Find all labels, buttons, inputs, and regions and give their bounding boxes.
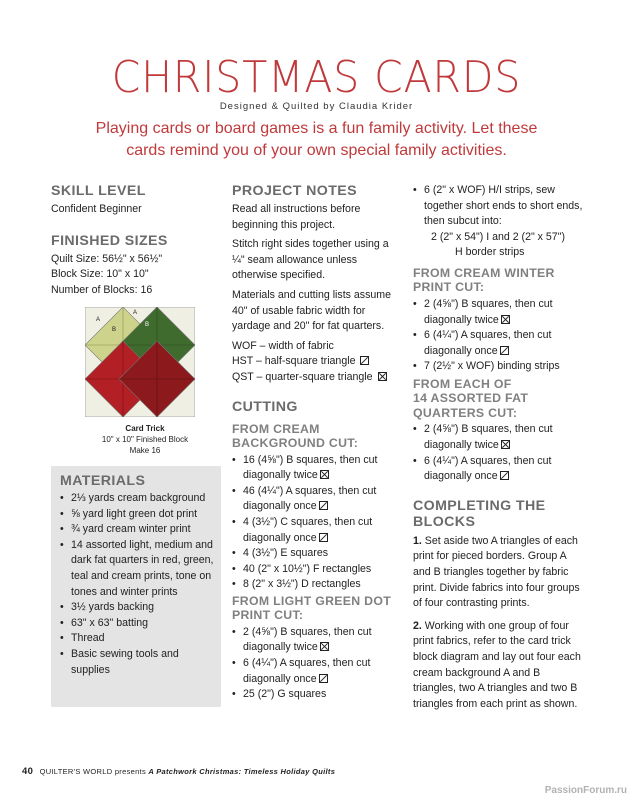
list-item: • 6 (4¼") A squares, then cut diagonally once	[232, 656, 398, 687]
column-left	[51, 183, 221, 298]
intro-text: Playing cards or board games is a fun family activity. Let these cards remind you of your own special family activities.	[95, 120, 538, 159]
qst-icon	[320, 470, 329, 479]
list-item: • 16 (4⅝") B squares, then cut diagonally twice	[232, 453, 398, 484]
finished-sizes-heading: FINISHED SIZES	[51, 232, 168, 249]
cream-background-heading: FROM CREAM BACKGROUND CUT:	[232, 421, 359, 451]
diagram-caption	[80, 423, 210, 456]
diagram-label: B	[145, 322, 150, 328]
list-item: • 6 (4¼") A squares, then cut diagonally once	[413, 328, 585, 359]
list-item: • 40 (2" x 10½") F rectangles	[232, 562, 398, 578]
step-2: 2. Working with one group of four print fabrics, refer to the card trick block diagram and lay out four each cream background A and B triangles, two A triangles and two B triangles from each print as shown.	[413, 619, 581, 710]
caption-line: 10" x 10" Finished Block	[101, 435, 189, 444]
hst-icon	[500, 346, 509, 355]
qst-icon	[501, 440, 510, 449]
step-1: 1. Set aside two A triangles of each print for pieced borders. Group A and B triangles together by fabric print. Divide fabrics into four groups of four contrasting prints.	[413, 534, 580, 610]
materials-heading: MATERIALS	[60, 473, 146, 489]
quilt-size: Quilt Size: 56½" x 56½"	[51, 252, 163, 265]
skill-level-value: Confident Beginner	[51, 203, 142, 215]
list-item: • 63" x 63" batting	[60, 616, 216, 632]
diagram-label: A	[133, 310, 138, 316]
block-size: Block Size: 10" x 10"	[51, 268, 149, 281]
note-paragraph: Read all instructions before beginning this project.	[232, 203, 361, 231]
hst-icon	[319, 674, 328, 683]
column-middle	[232, 183, 398, 703]
watermark: PassionForum.ru	[544, 785, 627, 796]
skill-level-heading: SKILL LEVEL	[51, 183, 146, 199]
fat-quarters-list	[413, 422, 585, 484]
strips-subcut: 2 (2" x 54") I and 2 (2" x 57") H border strips	[431, 230, 565, 259]
card-trick-block-diagram	[85, 307, 195, 417]
list-item: • 4 (3½") C squares, then cut diagonally once	[232, 515, 398, 546]
hst-icon	[360, 356, 369, 365]
number-of-blocks: Number of Blocks: 16	[51, 283, 153, 296]
abbrev-wof: WOF – width of fabric	[232, 339, 334, 352]
qst-icon	[320, 642, 329, 651]
strips-list	[413, 183, 585, 230]
hst-icon	[319, 501, 328, 510]
book-title: A Patchwork Christmas: Timeless Holiday Quilts	[148, 767, 336, 776]
list-item: • 6 (4¼") A squares, then cut diagonally once	[413, 454, 585, 485]
materials-list	[60, 491, 216, 678]
abbrev-hst: HST – half-square triangle	[232, 354, 398, 370]
light-green-list	[232, 625, 398, 703]
page-title: CHRISTMAS CARDS	[111, 52, 522, 103]
hst-icon	[500, 471, 509, 480]
qst-icon	[378, 372, 387, 381]
note-paragraph: Stitch right sides together using a ¼" seam allowance unless otherwise specified.	[232, 238, 389, 282]
list-item: • Basic sewing tools and supplies	[60, 647, 216, 678]
list-item: • 2 (4⅝") B squares, then cut diagonally twice	[413, 422, 585, 453]
diagram-label: B	[112, 327, 117, 333]
materials-section	[60, 473, 216, 678]
list-item: • ⅝ yard light green dot print	[60, 507, 216, 523]
list-item: • Thread	[60, 631, 216, 647]
abbrev-qst: QST – quarter-square triangle	[232, 370, 398, 386]
completing-heading: COMPLETING THE BLOCKS	[413, 497, 546, 530]
list-item: • 25 (2") G squares	[232, 687, 398, 703]
list-item: • 14 assorted light, medium and dark fat quarters in red, green, teal and cream prints, tone on tones and winter prints	[60, 538, 216, 600]
list-item: • 7 (2½" x WOF) binding strips	[413, 359, 585, 375]
caption-title: Card Trick	[125, 424, 165, 433]
cutting-heading: CUTTING	[232, 398, 298, 415]
fat-quarters-heading: FROM EACH OF 14 ASSORTED FAT QUARTERS CUT:	[413, 376, 529, 420]
list-item: • 8 (2" x 3½") D rectangles	[232, 577, 398, 593]
light-green-heading: FROM LIGHT GREEN DOT PRINT CUT:	[232, 593, 392, 623]
note-paragraph: Materials and cutting lists assume 40" of usable fabric width for yardage and 20" for fat quarters.	[232, 288, 391, 333]
byline: Designed & Quilted by Claudia Krider	[219, 101, 414, 112]
list-item: • 2 (4⅝") B squares, then cut diagonally twice	[232, 625, 398, 656]
list-item: • 2 (4⅝") B squares, then cut diagonally twice	[413, 297, 585, 328]
list-item: • 6 (2" x WOF) H/I strips, sew together short ends to short ends, then subcut into:	[413, 183, 585, 230]
page-footer	[22, 766, 335, 777]
list-item: • 3½ yards backing	[60, 600, 216, 616]
page-number: 40	[22, 766, 34, 777]
list-item: • 46 (4¼") A squares, then cut diagonally once	[232, 484, 398, 515]
list-item: • 2⅓ yards cream background	[60, 491, 216, 507]
cream-background-list	[232, 453, 398, 593]
cream-winter-heading: FROM CREAM WINTER PRINT CUT:	[413, 265, 555, 295]
cream-winter-list	[413, 297, 585, 375]
qst-icon	[501, 315, 510, 324]
column-right	[413, 183, 585, 712]
project-notes-heading: PROJECT NOTES	[232, 183, 358, 199]
publisher: QUILTER'S WORLD presents	[39, 767, 146, 776]
diagram-label: A	[96, 317, 101, 323]
hst-icon	[319, 533, 328, 542]
list-item: • ¾ yard cream winter print	[60, 522, 216, 538]
list-item: • 4 (3½") E squares	[232, 546, 398, 562]
caption-line: Make 16	[129, 446, 161, 455]
